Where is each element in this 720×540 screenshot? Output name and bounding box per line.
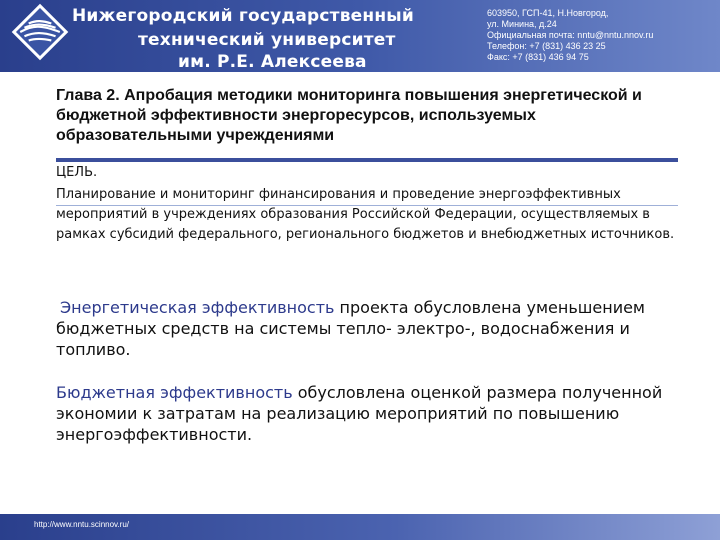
footer-band xyxy=(0,514,720,540)
contact-email[interactable]: Официальная почта: nntu@nntu.nnov.ru xyxy=(487,30,654,40)
budget-efficiency-term: Бюджетная эффективность xyxy=(56,383,293,402)
contact-street: ул. Минина, д.24 xyxy=(487,19,557,29)
budget-efficiency-paragraph xyxy=(56,382,676,445)
goal-label: ЦЕЛЬ. xyxy=(56,165,98,180)
contact-address: 603950, ГСП-41, Н.Новгород, xyxy=(487,8,609,18)
energy-efficiency-paragraph xyxy=(56,297,676,360)
budget-efficiency-text: обусловлена оценкой размера полученной экономии к затратам на реализацию мероприятий по повышению энергоэффективности. xyxy=(56,383,663,444)
contact-phone: Телефон: +7 (831) 436 23 25 xyxy=(487,41,606,51)
footer-website-link[interactable]: http://www.nntu.scinnov.ru/ xyxy=(34,520,130,529)
university-name-line-3: им. Р.Е. Алексеева xyxy=(178,52,367,72)
goal-text: Планирование и мониторинг финансирования и проведение энергоэффективных мероприятий в учреждениях образования Российской Федерации, осуществляемых в рамках субсидий федерального, регионального бюджетов и внебюджетных источников. xyxy=(56,187,675,242)
contact-block xyxy=(487,8,653,63)
title-divider xyxy=(56,158,678,162)
energy-efficiency-text: проекта обусловлена уменьшением бюджетных средств на системы тепло- электро-, водоснабжения и топливо. xyxy=(56,298,645,359)
energy-efficiency-term: Энергетическая эффективность xyxy=(60,298,335,317)
chapter-title: Глава 2. Апробация методики мониторинга повышения энергетической и бюджетной эффективности энергоресурсов, используемых образовательными учреждениями xyxy=(56,87,642,144)
university-logo-icon xyxy=(10,2,70,62)
university-name-line-2: технический университет xyxy=(138,30,396,50)
header-band xyxy=(0,0,720,72)
contact-fax: Факс: +7 (831) 436 94 75 xyxy=(487,52,589,62)
university-name-line-1: Нижегородский государственный xyxy=(72,6,414,26)
